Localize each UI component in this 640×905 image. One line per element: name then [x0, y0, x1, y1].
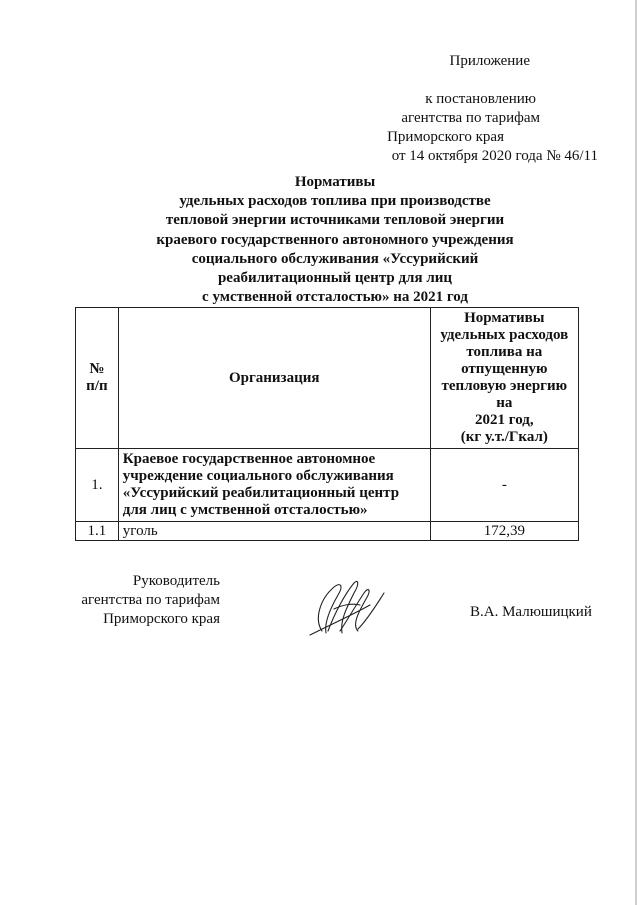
header-num-line: № — [89, 361, 105, 377]
page-edge — [635, 0, 637, 905]
title-line: социального обслуживания «Уссурийский — [191, 250, 479, 267]
header-num-line: п/п — [86, 378, 108, 394]
header-norm-line: отпущенную — [461, 361, 548, 377]
organization-name-line: «Уссурийский реабилитационный центр — [122, 485, 400, 501]
appendix-line: к постановлению — [425, 91, 536, 107]
organization-name-line: учреждение социального обслуживания — [122, 468, 394, 484]
document-title — [100, 173, 570, 307]
appendix-line: агентства по тарифам — [401, 110, 540, 126]
header-norm-line: тепловую энергию на — [441, 378, 568, 411]
title-line: тепловой энергии источниками тепловой энергии — [165, 212, 505, 229]
signatory-position-line: агентства по тарифам — [81, 592, 220, 608]
title-line: с умственной отсталостью» на 2021 год — [202, 289, 468, 306]
table-row — [76, 449, 579, 522]
appendix-line: Приморского края — [387, 129, 504, 145]
title-line: краевого государственного автономного учреждения — [156, 231, 514, 248]
header-norm-line: удельных расходов — [440, 327, 569, 343]
header-norm-line: топлива на — [466, 344, 543, 360]
row-number: 1.1 — [76, 522, 119, 541]
fuel-type: уголь — [118, 522, 430, 541]
signatory-position — [60, 572, 220, 629]
signatory-position-line: Руководитель — [132, 573, 220, 589]
header-norm — [430, 308, 578, 449]
title-line: реабилитационный центр для лиц — [217, 270, 453, 287]
appendix-label: Приложение — [449, 53, 530, 69]
appendix-block — [348, 52, 598, 166]
organization-name-line: Краевое государственное автономное — [122, 451, 376, 467]
header-norm-line: Нормативы — [464, 310, 545, 326]
norm-value: 172,39 — [430, 522, 578, 541]
appendix-line: от 14 октября 2020 года № 46/11 — [391, 148, 598, 164]
table-row — [76, 522, 579, 541]
title-heading: Нормативы — [294, 174, 376, 190]
row-number: 1. — [76, 449, 119, 522]
title-line: удельных расходов топлива при производстве — [179, 193, 491, 210]
organization-name — [118, 449, 430, 522]
norm-value: - — [430, 449, 578, 522]
header-norm-line: (кг у.т./Гкал) — [460, 429, 548, 445]
norms-table — [75, 307, 579, 541]
header-num — [76, 308, 119, 449]
header-norm-line: 2021 год, — [475, 412, 534, 428]
organization-name-line: для лиц с умственной отсталостью» — [122, 502, 368, 518]
signatory-name: В.А. Малюшицкий — [470, 604, 592, 620]
signatory-position-line: Приморского края — [103, 611, 220, 627]
header-organization: Организация — [118, 308, 430, 449]
handwritten-signature — [300, 575, 390, 639]
table-header-row — [76, 308, 579, 449]
